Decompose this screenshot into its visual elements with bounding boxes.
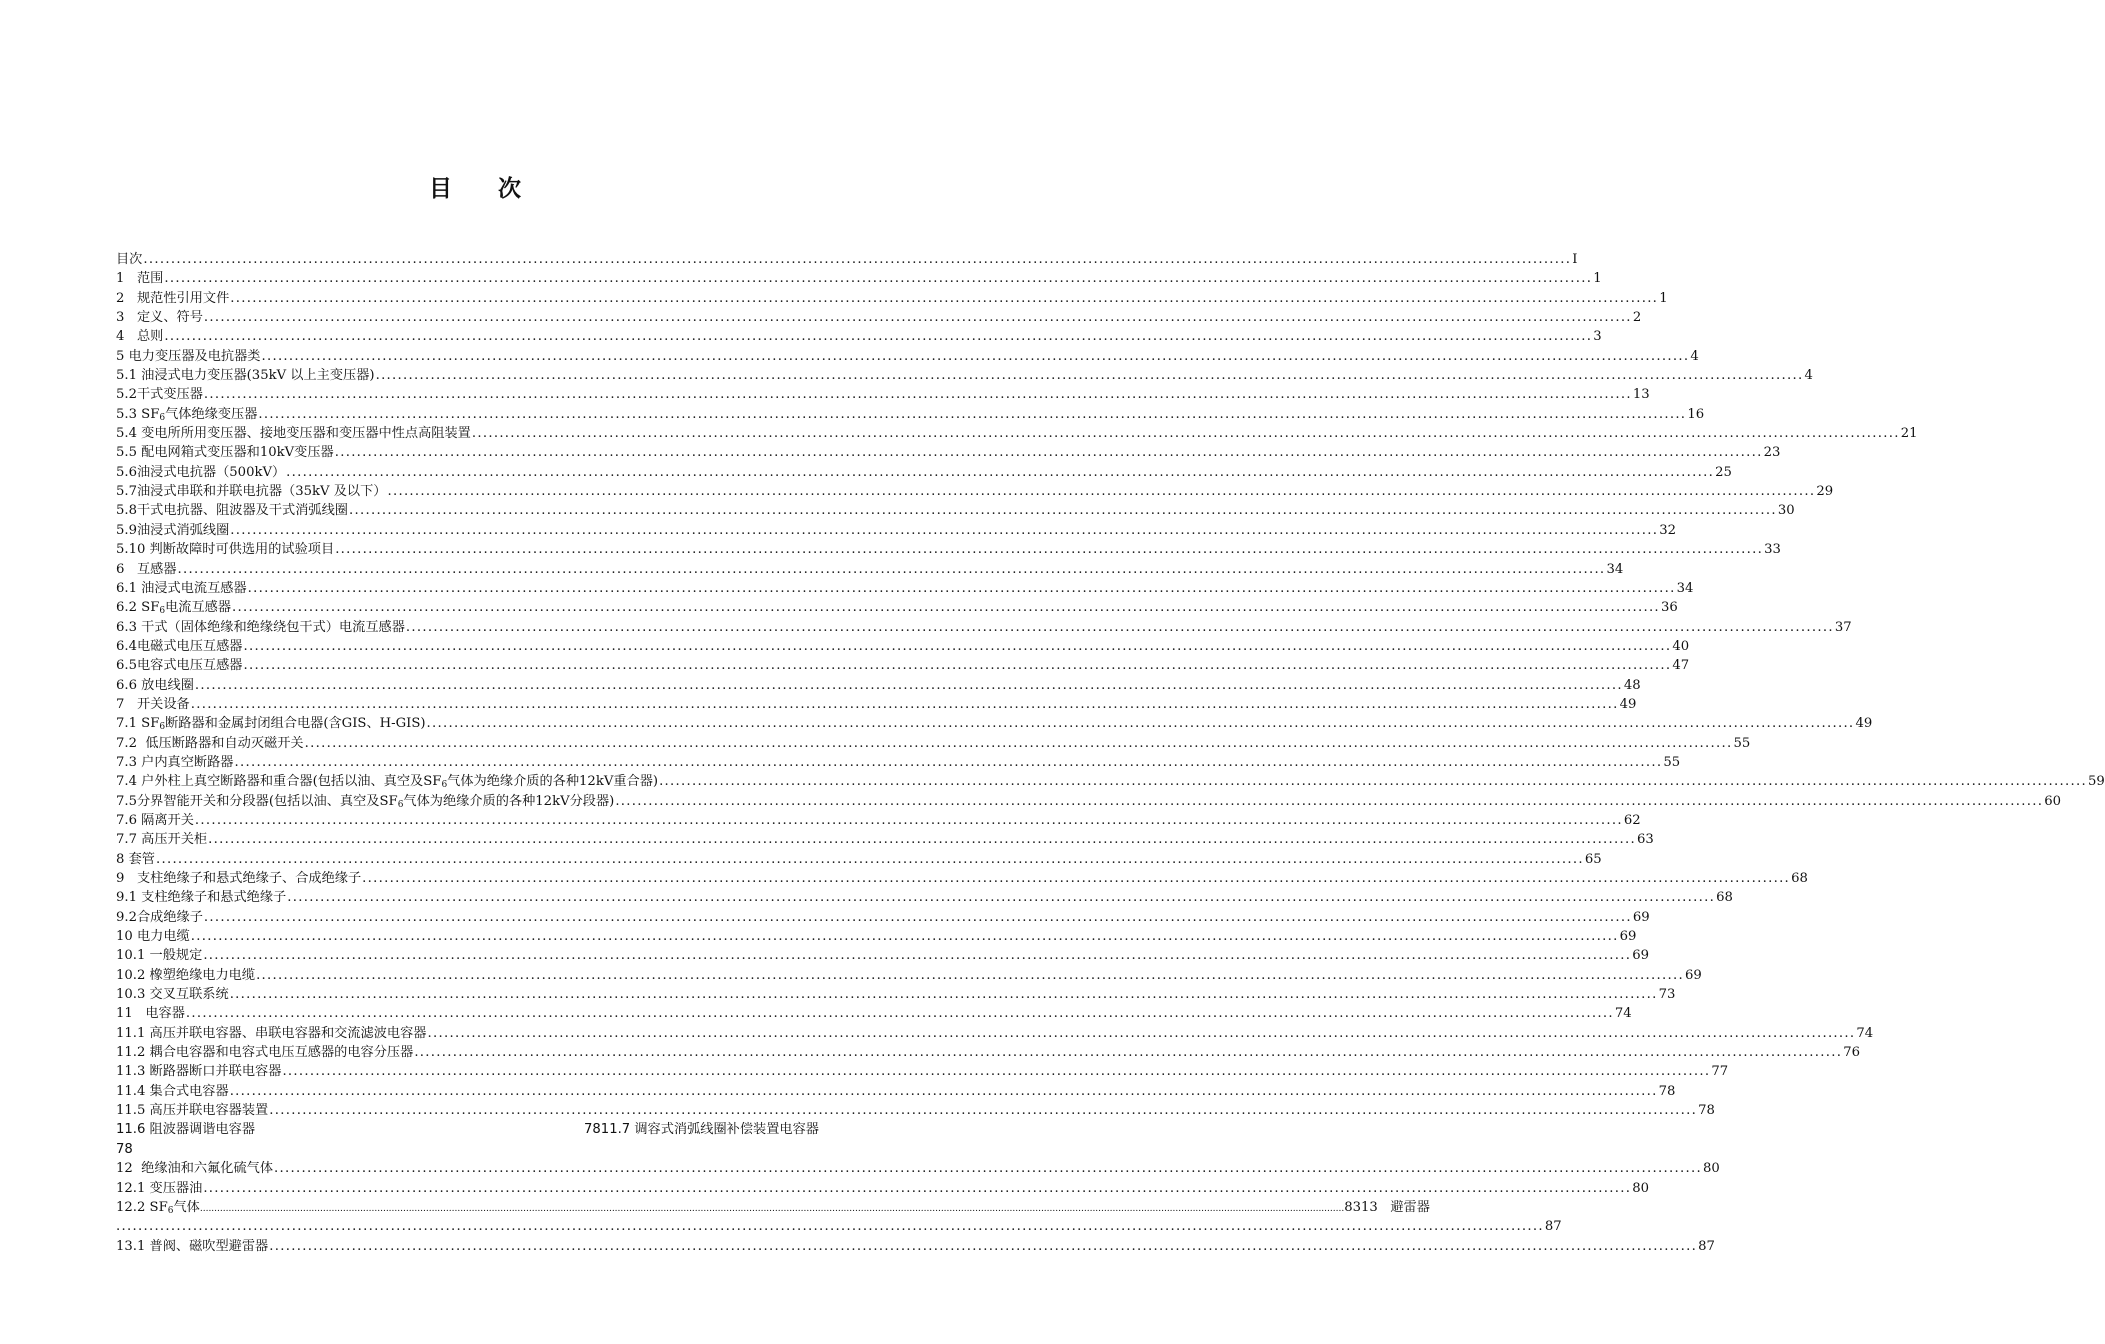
label-subscript: 6 <box>159 412 166 423</box>
toc-page-number: 21 <box>1900 426 1918 442</box>
toc-page-number: 80 <box>1632 1180 1649 1196</box>
toc-page-number: 55 <box>1663 754 1681 770</box>
toc-entry[interactable] <box>116 869 1808 888</box>
toc-page-number: 32 <box>1659 522 1676 538</box>
leader-dots: .................................................................................................................................................................................................................................................................... <box>269 1103 1698 1119</box>
toc-entry-label: 目次 <box>116 252 143 267</box>
label-text: 气体 <box>173 1199 200 1215</box>
toc-entry-label: 5.1 油浸式电力变压器(35kV 以上主变压器) <box>116 368 375 384</box>
toc-entry[interactable] <box>116 1062 1729 1081</box>
toc-entry-label: 10.2 橡塑绝缘电力电缆 <box>116 967 256 983</box>
toc-page-number: 33 <box>1764 542 1781 558</box>
toc-entry[interactable] <box>116 1217 1562 1236</box>
toc-page-number: 49 <box>1855 716 1873 732</box>
toc-entry-label: 6.6 放电线圈 <box>116 677 194 693</box>
toc-entry[interactable] <box>116 811 1641 830</box>
toc-entry-label: 9.1 支柱绝缘子和悬式绝缘子 <box>116 890 287 906</box>
toc-entry[interactable] <box>116 734 1751 753</box>
leader-dots: .................................................................................................................................................................................................................................................................... <box>203 387 1632 403</box>
toc-page-number: 3 <box>1593 329 1602 345</box>
leader-dots: .................................................................................................................................................................................................................................................................... <box>229 987 1658 1003</box>
toc-entry-label: 10.3 交叉互联系统 <box>116 987 229 1003</box>
toc-entry-label: 11.4 集合式电容器 <box>116 1083 229 1099</box>
toc-entry[interactable] <box>116 521 1676 540</box>
toc-entry[interactable] <box>116 656 1690 675</box>
toc-entry[interactable] <box>116 366 1813 385</box>
toc-entry[interactable] <box>116 405 1705 424</box>
leader-dots: .................................................................................................................................................................................................................................................................... <box>362 871 1791 886</box>
leader-dots: .................................................................................................................................................................................................................................................................... <box>334 445 1763 461</box>
toc-entry[interactable] <box>116 327 1602 346</box>
toc-entry[interactable] <box>116 927 1637 946</box>
toc-entry[interactable] <box>116 1101 1715 1120</box>
leader-dots: .................................................................................................................................................................................................................................................................... <box>335 542 1764 558</box>
label-text: 气体为绝缘介质的各种12kV重合器) <box>447 774 659 790</box>
toc-entry-label: 11.1 高压并联电容器、串联电容器和交流滤波电容器 <box>116 1025 427 1041</box>
toc-entry-label: 7.7 高压开关柜 <box>116 832 208 848</box>
label-text: 7.4 户外柱上真空断路器和重合器(包括以油、真空及SF <box>116 774 442 790</box>
label-text: 7.5分界智能开关和分段器(包括以油、真空及SF <box>116 793 398 809</box>
label-text: 气体为绝缘介质的各种12kV分段器) <box>403 793 615 809</box>
toc-entry[interactable] <box>116 560 1624 579</box>
toc-entry[interactable] <box>116 1004 1632 1023</box>
toc-entry[interactable] <box>116 540 1781 559</box>
toc-page-number: 34 <box>1676 580 1694 596</box>
toc-page-number: 48 <box>1623 677 1641 693</box>
toc-page-number: 23 <box>1763 445 1781 461</box>
leader-dots: .................................................................................................................................................................................................................................................................... <box>269 1238 1698 1254</box>
toc-entry-label: 11.2 耦合电容器和电容式电压互感器的电容分压器 <box>116 1045 414 1061</box>
leader-dots: .................................................................................................................................................................................................................................................................... <box>208 832 1637 848</box>
toc-page-number: 37 <box>1834 619 1852 635</box>
label-text: 6.2 SF <box>116 600 160 616</box>
toc-entry-label: 11.5 高压并联电容器装置 <box>116 1103 269 1119</box>
toc-entry-label: 6.5电容式电压互感器 <box>116 658 243 674</box>
toc-entry-label: 9 支柱绝缘子和悬式绝缘子、合成绝缘子 <box>116 871 362 886</box>
toc-entry[interactable] <box>116 1082 1676 1101</box>
toc-entry-label: 5.7油浸式串联和并联电抗器（35kV 及以下） <box>116 484 387 500</box>
leader-dots: .................................................................................................................................................................................................................................................................... <box>471 426 1900 442</box>
leader-dots: .................................................................................................................................................................................................................................................................... <box>190 696 1619 712</box>
label-text: 7.1 SF <box>116 716 160 732</box>
toc-entry[interactable] <box>116 1159 1720 1178</box>
leader-dots: .................................................................................................................................................................................................................................................................... <box>426 716 1855 732</box>
leader-dots: .................................................................................................................................................................................................................................................................... <box>243 638 1672 654</box>
toc-entry-label: 8313 避雷器 <box>1344 1199 1430 1215</box>
toc-entry-label: 12.1 变压器油 <box>116 1180 203 1196</box>
leader-dots: .................................................................................................................................................................................................................................................................... <box>243 658 1672 674</box>
toc-page-number: 78 <box>116 1141 133 1157</box>
toc-page-number: 62 <box>1623 812 1641 828</box>
leader-dots: .................................................................................................................................................................................................................................................................... <box>247 580 1676 596</box>
leader-dots: .................................................................................................................................................................................................................................................................... <box>116 1219 1544 1235</box>
toc-page-number: 69 <box>1632 948 1649 964</box>
toc-entry-label: 6 互感器 <box>116 561 177 577</box>
leader-dots: .................................................................................................................................................................................................................................................................... <box>203 909 1632 925</box>
toc-entry[interactable] <box>116 676 1641 695</box>
toc-entry[interactable] <box>116 618 1852 637</box>
toc-page-number: 69 <box>1684 967 1702 983</box>
toc-page-number: 65 <box>1584 851 1602 867</box>
toc-page-number: 74 <box>1856 1025 1874 1041</box>
leader-dots: .................................................................................................................................................................................................................................................................... <box>287 890 1716 906</box>
toc-entry-label: 9.2合成绝缘子 <box>116 909 203 925</box>
label-subscript: 6 <box>441 780 448 791</box>
toc-entry[interactable] <box>116 1179 1649 1198</box>
toc-entry[interactable] <box>116 501 1795 520</box>
toc-entry[interactable] <box>116 888 1733 907</box>
leader-dots: .................................................................................................................................................................................................................................................................... <box>261 348 1690 364</box>
leader-dots: .................................................................................................................................................................................................................................................................... <box>203 948 1632 964</box>
toc-page-number: 68 <box>1716 890 1733 906</box>
label-text: 气体绝缘变压器 <box>165 406 258 422</box>
toc-entry[interactable] <box>116 579 1694 598</box>
toc-entry[interactable] <box>116 946 1649 965</box>
toc-entry[interactable] <box>116 792 2061 811</box>
toc-entry-label: 7 开关设备 <box>116 696 190 712</box>
toc-entry-label: 8 套管 <box>116 851 155 867</box>
leader-dots: .................................................................................................................................................................................................................................................................... <box>256 967 1684 983</box>
toc-entry[interactable] <box>116 482 1834 501</box>
toc-page-number: I <box>1572 252 1578 267</box>
toc-entry[interactable] <box>116 830 1654 849</box>
toc-page-number: 16 <box>1687 406 1705 422</box>
toc-entry[interactable] <box>116 850 1602 869</box>
toc-page-number: 74 <box>1614 1006 1632 1022</box>
toc-entry-label: 5.4 变电所所用变压器、接地变压器和变压器中性点高阻装置 <box>116 426 471 442</box>
toc-page-number: 4 <box>1690 348 1699 364</box>
toc-entry[interactable] <box>116 1043 1860 1062</box>
leader-dots: .................................................................................................................................................................................................................................................................... <box>427 1025 1856 1041</box>
toc-page-number: 4 <box>1804 368 1813 384</box>
toc-entry-label: 11.3 断路器断口并联电容器 <box>116 1064 282 1080</box>
toc-entry[interactable] <box>116 463 1732 482</box>
toc-page-number: 80 <box>1702 1161 1720 1177</box>
toc-page-number: 1 <box>1659 290 1668 306</box>
toc-entry[interactable] <box>116 598 1678 617</box>
toc-entry-label: 12 绝缘油和六氟化硫气体 <box>116 1161 274 1177</box>
toc-entry[interactable] <box>116 1198 1430 1217</box>
title-char-2: 次 <box>498 176 521 202</box>
toc-entry-label: 5 电力变压器及电抗器类 <box>116 348 261 364</box>
label-subscript: 6 <box>159 606 166 617</box>
leader-dots: .................................................................................................................................................................................................................................................................... <box>143 252 1572 267</box>
leader-dots: .................................................................................................................................................................................................................................................................... <box>194 812 1623 828</box>
leader-dots: .................................................................................................................................................................................................................................................................... <box>155 851 1584 867</box>
leader-dots: .................................................................................................................................................................................................................................................................... <box>190 929 1619 945</box>
toc-entry[interactable] <box>116 772 2105 791</box>
toc-entry-label: 6.4电磁式电压互感器 <box>116 638 243 654</box>
toc-entry-label: 13.1 普阀、磁吹型避雷器 <box>116 1238 269 1254</box>
toc-entry[interactable] <box>116 753 1681 772</box>
leader-dots: .................................................................................................................................................................................................................................................................... <box>164 329 1593 345</box>
toc-page-number: 77 <box>1711 1064 1729 1080</box>
leader-dots: .................................................................................................................................................................................................................................................................... <box>229 1083 1658 1099</box>
label-text: 电流互感器 <box>165 600 232 616</box>
leader-dots: .................................................................................................................................................................................................................................................................... <box>177 561 1606 577</box>
leader-dots: .................................................................................................................................................................................................................................................................... <box>258 406 1687 422</box>
leader-dots: .................................................................................................................................................................................................................................................................... <box>615 793 2044 809</box>
label-subscript: 6 <box>159 722 166 733</box>
leader-dots: .................................................................................................................................................................................................................................................................... <box>203 310 1632 326</box>
toc-page-number: 25 <box>1715 464 1732 480</box>
toc-entry-broken[interactable] <box>116 1120 861 1139</box>
leader-dots: .................................................................................................................................................................................................................................................................... <box>375 368 1804 384</box>
table-of-contents <box>116 250 2105 1256</box>
toc-entry[interactable] <box>116 1237 1715 1256</box>
leader-dots: .................................................................................................................................................................................................................................................................... <box>387 484 1816 500</box>
leader-dots: .................................................................................................................................................................................................................................................................... <box>234 754 1663 770</box>
toc-page-number: 59 <box>2087 774 2105 790</box>
toc-entry-label: 5.6油浸式电抗器（500kV） <box>116 464 286 480</box>
toc-entry[interactable] <box>116 289 1668 308</box>
toc-page-number: 55 <box>1733 735 1751 751</box>
toc-entry-label: 6.3 干式（固体绝缘和绝缘绕包干式）电流互感器 <box>116 619 405 635</box>
leader-dots: .................................................................................................................................................................................................................................................................... <box>405 619 1834 635</box>
leader-dots: .................................................................................................................................................................................................................................................................... <box>164 271 1593 287</box>
label-text: 12.2 SF <box>116 1199 168 1215</box>
toc-entry[interactable] <box>116 443 1781 462</box>
leader-dots: .................................................................................................................................................................................................................................................................... <box>282 1064 1711 1080</box>
toc-page-number: 63 <box>1637 832 1654 848</box>
toc-entry-label: 7811.7 调容式消弧线圈补偿装置电容器 <box>584 1122 819 1138</box>
toc-page-number: 87 <box>1698 1238 1715 1254</box>
toc-page-number: 87 <box>1544 1219 1562 1235</box>
toc-page-number: 60 <box>2044 793 2061 809</box>
toc-page-number: 68 <box>1791 871 1808 886</box>
toc-entry-label: 7.3 户内真空断路器 <box>116 754 234 770</box>
toc-entry[interactable] <box>116 269 1602 288</box>
toc-page-number: 69 <box>1619 929 1637 945</box>
toc-entry-label: 3 定义、符号 <box>116 310 203 326</box>
toc-page-number: 13 <box>1632 387 1650 403</box>
toc-entry-label: 1 范围 <box>116 271 164 287</box>
leader-dots: .................................................................................................................................................................................................................................................................... <box>348 503 1777 519</box>
toc-page-number: 76 <box>1843 1045 1860 1061</box>
toc-entry[interactable] <box>116 347 1699 366</box>
toc-entry[interactable] <box>116 908 1650 927</box>
leader-dots: .................................................................................................................................................................................................................................................................... <box>414 1045 1843 1061</box>
leader-dots: .................................................................................................................................................................................................................................................................... <box>230 522 1659 538</box>
leader-dots: .................................................................................................................................................................................................................................................................... <box>230 290 1659 306</box>
toc-entry-label: 7.2 低压断路器和自动灭磁开关 <box>116 735 304 751</box>
toc-entry[interactable] <box>116 1024 1874 1043</box>
toc-page-number: 47 <box>1672 658 1690 674</box>
toc-entry[interactable] <box>116 308 1642 327</box>
leader-dots: .................................................................................................................................................................................................................................................................... <box>203 1180 1632 1196</box>
leader-dots: .................................................................................................................................................................................................................................................................... <box>194 677 1623 693</box>
toc-entry[interactable] <box>116 714 1873 733</box>
leader-dots: ................................................................................................................................................................................................................................................................................................................................................................................................................ <box>199 1203 1345 1214</box>
toc-entry-label: 2 规范性引用文件 <box>116 290 230 306</box>
toc-page-number: 78 <box>1698 1103 1715 1119</box>
toc-entry-label: 10.1 一般规定 <box>116 948 203 964</box>
toc-page-number: 36 <box>1660 600 1678 616</box>
toc-entry-label: 5.5 配电网箱式变压器和10kV变压器 <box>116 445 334 461</box>
toc-page-number: 40 <box>1672 638 1690 654</box>
leader-dots: .................................................................................................................................................................................................................................................................... <box>185 1006 1614 1022</box>
toc-entry[interactable] <box>116 985 1676 1004</box>
toc-entry-label: 11.6 阻波器调谐电容器 <box>116 1122 256 1138</box>
label-text: 5.3 SF <box>116 406 160 422</box>
toc-entry-label: 4 总则 <box>116 329 164 345</box>
toc-entry[interactable] <box>116 424 1918 443</box>
toc-entry-label: 5.2干式变压器 <box>116 387 203 403</box>
toc-entry-label: 6.1 油浸式电流互感器 <box>116 580 247 596</box>
label-text: 断路器和金属封闭组合电器(含GIS、H-GIS) <box>165 716 426 732</box>
leader-dots: .................................................................................................................................................................................................................................................................... <box>274 1161 1702 1177</box>
toc-page-number: 49 <box>1619 696 1637 712</box>
toc-entry[interactable] <box>116 637 1690 656</box>
leader-dots: .................................................................................................................................................................................................................................................................... <box>286 464 1715 480</box>
toc-entry-label: 11 电容器 <box>116 1006 185 1022</box>
title-char-1: 目 <box>429 176 452 202</box>
toc-entry-label: 10 电力电缆 <box>116 929 190 945</box>
toc-page-number: 29 <box>1816 484 1834 500</box>
toc-page-number: 34 <box>1606 561 1624 577</box>
toc-page-number: 2 <box>1632 310 1642 326</box>
toc-entry-label: 5.9油浸式消弧线圈 <box>116 522 230 538</box>
toc-page-number: 30 <box>1777 503 1795 519</box>
toc-entry[interactable] <box>116 695 1637 714</box>
toc-entry[interactable] <box>116 966 1702 985</box>
toc-entry-label: 5.10 判断故障时可供选用的试验项目 <box>116 542 335 558</box>
leader-dots: .................................................................................................................................................................................................................................................................... <box>659 774 2087 790</box>
toc-entry[interactable] <box>116 385 1650 404</box>
toc-page-number: 73 <box>1658 987 1676 1003</box>
leader-dots: .................................................................................................................................................................................................................................................................... <box>304 735 1733 751</box>
toc-page-number: 69 <box>1632 909 1650 925</box>
toc-entry-label: 5.8干式电抗器、阻波器及干式消弧线圈 <box>116 503 348 519</box>
toc-page-number: 1 <box>1593 271 1602 287</box>
label-subscript: 6 <box>397 799 404 810</box>
page-title <box>0 170 950 203</box>
toc-entry-label: 7.6 隔离开关 <box>116 812 194 828</box>
label-subscript: 6 <box>167 1205 174 1216</box>
leader-dots: .................................................................................................................................................................................................................................................................... <box>232 600 1660 616</box>
toc-page-number: 78 <box>1658 1083 1676 1099</box>
toc-entry[interactable] <box>116 250 1578 269</box>
